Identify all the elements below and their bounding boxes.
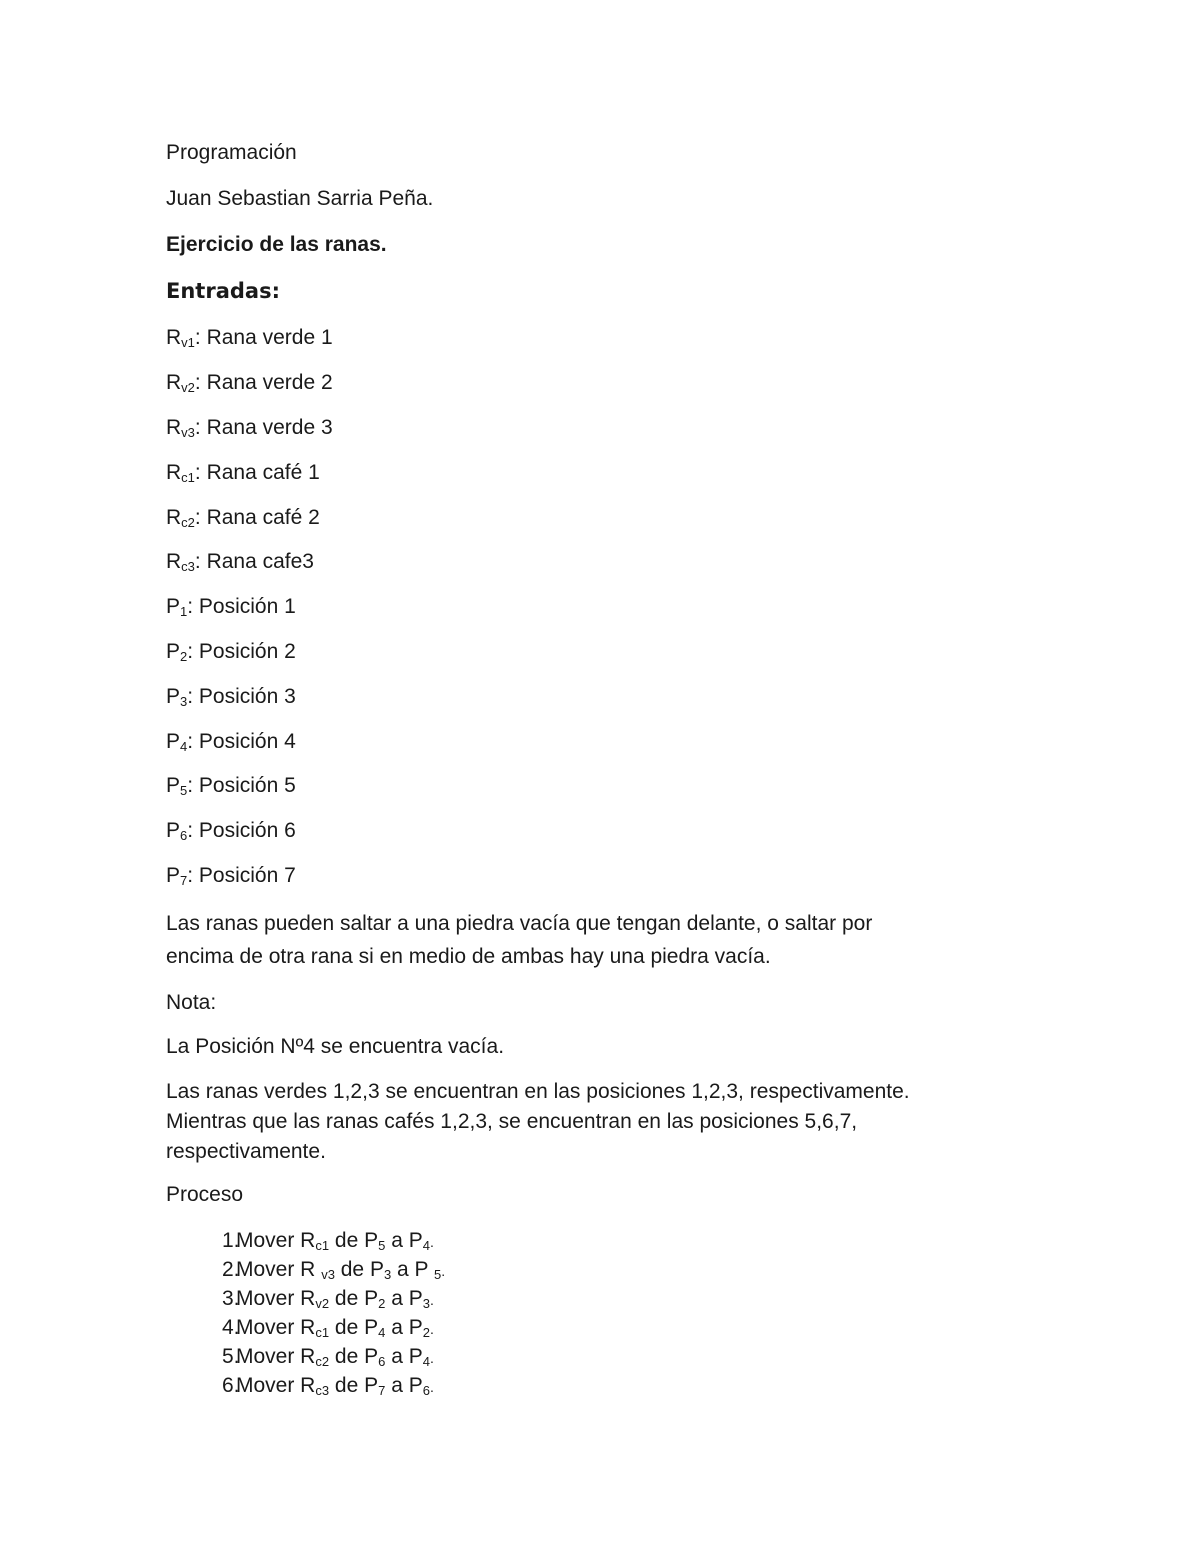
list-item: 2.Mover R $_{v3}$ de $P_3$ a P $_5$. bbox=[222, 1258, 446, 1282]
input-item: $R_{c3}$: Rana cafe3 bbox=[166, 550, 314, 574]
author-name: Juan Sebastian Sarria Peña. bbox=[166, 187, 434, 210]
input-item: $P_2$: Posición 2 bbox=[166, 640, 296, 664]
process-heading: Proceso bbox=[166, 1183, 244, 1206]
list-item: 3.Mover $R_{v2}$ de $P_2$ a $P_3$. bbox=[222, 1287, 434, 1311]
note-empty-position: La Posición Nº4 se encuentra vacía. bbox=[166, 1035, 505, 1058]
input-item: $R_{c1}$: Rana café 1 bbox=[166, 461, 320, 485]
input-item: $P_6$: Posición 6 bbox=[166, 819, 296, 843]
inputs-heading: Entradas: bbox=[166, 279, 280, 303]
rule-line: encima de otra rana si en medio de ambas hay una piedra vacía. bbox=[166, 945, 771, 968]
input-item: $R_{c2}$: Rana café 2 bbox=[166, 506, 320, 530]
list-item: 5.Mover $R_{c2}$ de $P_6$ a $P_4$. bbox=[222, 1345, 434, 1369]
note-heading: Nota: bbox=[166, 991, 217, 1014]
rule-paragraph bbox=[166, 907, 872, 973]
rule-line: Las ranas pueden saltar a una piedra vacía que tengan delante, o saltar por bbox=[166, 912, 873, 935]
input-item: $P_5$: Posición 5 bbox=[166, 774, 296, 798]
note-line: respectivamente. bbox=[166, 1140, 326, 1163]
input-item: $R_{v3}$: Rana verde 3 bbox=[166, 416, 333, 440]
input-item: $P_7$: Posición 7 bbox=[166, 864, 296, 888]
note-paragraph bbox=[166, 1077, 910, 1167]
process-steps bbox=[166, 1226, 445, 1400]
input-item: $P_4$: Posición 4 bbox=[166, 730, 296, 754]
input-item: $P_3$: Posición 3 bbox=[166, 685, 296, 709]
list-item: 1.Mover $R_{c1}$ de $P_5$ a $P_4$. bbox=[222, 1229, 434, 1253]
list-item: 6.Mover $R_{c3}$ de $P_7$ a $P_6$. bbox=[222, 1374, 434, 1398]
exercise-title: Ejercicio de las ranas. bbox=[166, 233, 387, 256]
list-item: 4.Mover $R_{c1}$ de $P_4$ a $P_2$. bbox=[222, 1316, 434, 1340]
input-item: $P_1$: Posición 1 bbox=[166, 595, 296, 619]
input-item: $R_{v1}$: Rana verde 1 bbox=[166, 326, 333, 350]
note-line: Las ranas verdes 1,2,3 se encuentran en las posiciones 1,2,3, respectivamente. bbox=[166, 1080, 910, 1103]
course-name: Programación bbox=[166, 141, 297, 164]
input-item: $R_{v2}$: Rana verde 2 bbox=[166, 371, 333, 395]
note-line: Mientras que las ranas cafés 1,2,3, se encuentran en las posiciones 5,6,7, bbox=[166, 1110, 858, 1133]
